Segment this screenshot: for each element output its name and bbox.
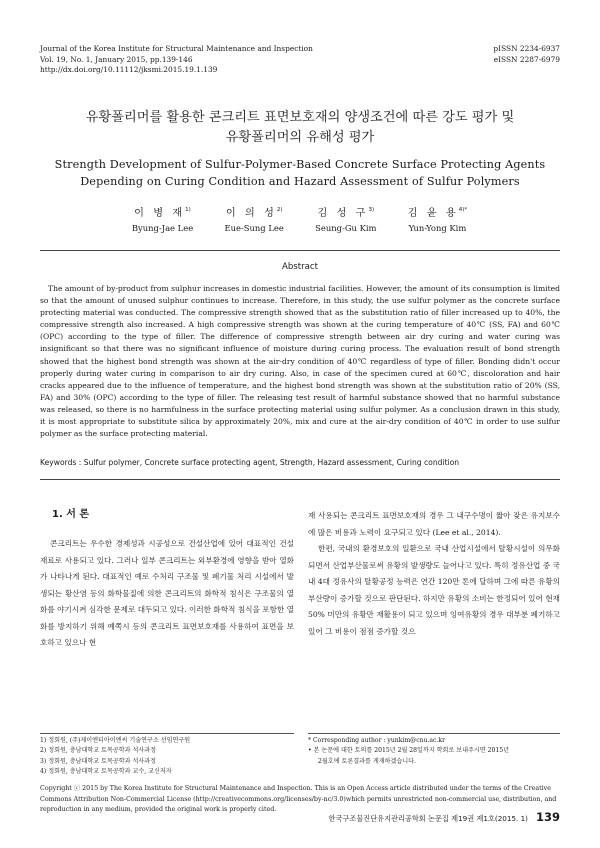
author-list <box>120 203 480 235</box>
footnote: 2) 정회원, 충남대학교 토목공학과 석사과정 <box>40 747 157 755</box>
english-title <box>40 156 560 190</box>
author-1 <box>120 203 205 235</box>
abstract-body: The amount of by-product from sulphur increases in domestic industrial facilities. However, the amount of its consumption is limited so that the amount of unused sulphur continues to increase. Therefore, in this study, the use sulfur polymer as the concrete surface protecting material was conducted. The compressive strength showed that as the substitution ratio of filler increased up to 40%, the compressive strength also increased. A high compressive strength was shown at the curing temperature of 40℃ (SS, FA) and 60℃ (OPC) according to the type of filler. The difference of compressive strength between air dry curing and water curing was insignificant so that there was no significant influence of moisture during curing process. The evaluation result of bond strength showed that the highest bond strength was shown at the air-dry condition of 40℃ regardless of type of filler. Bonding didn't occur properly during water curing in comparison to air dry curing. Also, in case of the specimen cured at 60℃, discoloration and hair cracks appeared due to the influence of temperature, and the highest bond strength was shown at the substitution ratio of 20% (SS, FA) and 30% (OPC) according to the type of filler. The releasing test result of harmful substance showed that no harmful substance was released, so there is no harmfulness in the surface protecting material using sulfur polymer. As a conclusion drawn in this study, it is most appropriate to substitute silica by approximately 20%, mix and cure at the air-dry condition of 40℃ in order to use sulfur polymer as the surface protecting material. <box>40 284 560 439</box>
affiliation-footnotes <box>40 736 294 777</box>
footer-journal: 한국구조물진단유지관리공학회 논문집 제19권 제1호(2015. 1) <box>328 814 528 823</box>
korean-title-line1: 유황폴리머를 활용한 콘크리트 표면보호재의 양생조건에 따른 강도 평가 및 <box>85 110 515 125</box>
author-name-en: Byung-Jae Lee <box>131 223 194 233</box>
author-3 <box>303 203 388 235</box>
abstract-bottom-rule <box>40 479 560 480</box>
footnote-rule-right <box>308 733 560 734</box>
footnote: 2월호에 토론결과를 게재하겠습니다. <box>318 757 416 765</box>
journal-header <box>40 44 313 76</box>
body-paragraph: 콘크리트는 우수한 경제성과 시공성으로 건설산업에 있어 대표적인 건설재료로 사용되고 있다. 그러나 일부 콘크리트는 외부환경에 영향을 받아 열화가 나타나게 된다. 대표적인 예로 수처리 구조물 및 폐기물 처리 시설에서 발생되는 황산염 등의 화학물질에 의한 콘크리트의 화학적 침식은 구조물의 열화를 야기시켜 심각한 문제로 대두되고 있다. 이러한 화학적 침식을 포함한 열화를 방지하기 위해 예쪽시 등의 콘크리트 표면보호재를 사용하여 표면을 보호하고 있으나 현 <box>40 539 294 648</box>
author-name-en: Eue-Sung Lee <box>224 223 284 233</box>
keywords: Keywords : Sulfur polymer, Concrete surface protecting agent, Strength, Hazard assessment, Curing condition <box>40 458 460 467</box>
author-name-en: Yun-Yong Kim <box>408 223 467 233</box>
footnote: • 본 논문에 대한 토의를 2015년 2월 28일까지 학회로 보내주시면 2015년 <box>308 747 510 755</box>
right-column <box>308 508 560 640</box>
body-paragraph: 한편, 국내의 환경보호의 일환으로 국내 산업시설에서 탈황시설이 의무화되면서 산업부산물로써 유황의 발생량도 늘어나고 있다. 특히 정유산업 중 국내 4대 정유사의 탈황공정 능력은 연간 120만 톤에 달하며 그에 따른 유황의 부산량이 증가할 것으로 판단된다. 하지만 유황의 소비는 한정되어 있어 현재 50% 미만의 유황만 재활용이 되고 있으며 잉여유황의 경우 대부분 폐기하고 있어 그 비용이 점점 증가할 것으 <box>308 544 560 636</box>
page-number: 139 <box>535 810 560 824</box>
copyright-notice: Copyright ⓒ 2015 by The Korea Institute for Structural Maintenance and Inspection. This is an Open Access article distributed under the terms of the Creative Commons Attribution Non-Commercial License (http://creativecommons.org/licenses/by-nc/3.0)which permits unrestricted non-commercial use, distribution, and reproduction in any medium, provided the original work is properly cited. <box>40 785 557 813</box>
author-4 <box>395 203 480 235</box>
pissn: pISSN 2234-6937 <box>493 44 560 53</box>
author-name-ko: 이 의 성 <box>225 208 277 219</box>
section-heading: 1. 서 론 <box>52 509 90 520</box>
english-title-line2: Depending on Curing Condition and Hazard Assessment of Sulfur Polymers <box>80 175 520 188</box>
author-affiliation-mark: 4)* <box>458 207 468 213</box>
page-footer <box>329 810 560 824</box>
korean-title-line2: 유황폴리머의 유해성 평가 <box>225 130 375 145</box>
english-title-line1: Strength Development of Sulfur-Polymer-Based Concrete Surface Protecting Agents <box>54 158 546 171</box>
footnote: 4) 정회원, 충남대학교 토목공학과 교수, 교신저자 <box>40 767 172 775</box>
korean-title <box>40 108 560 148</box>
issn-block <box>493 44 560 65</box>
left-column <box>40 508 294 652</box>
footnote: 3) 정회원, 충남대학교 토목공학과 석사과정 <box>40 757 157 765</box>
footnote: 1) 정회원, (주)제이엔티아이엔씨 기술연구소 선임연구원 <box>40 737 191 744</box>
footnote: * Corresponding author : yunkim@cnu.ac.kr <box>308 737 446 744</box>
body-paragraph-continued: 재 사용되는 콘크리트 표면보호재의 경우 그 내구수명이 짧아 잦은 유지보수에 많은 비용과 노력이 요구되고 있다 (Lee et al., 2014). <box>308 511 560 537</box>
footnote-rule-left <box>40 733 294 734</box>
author-2 <box>212 203 297 235</box>
author-affiliation-mark: 2) <box>276 207 283 213</box>
author-affiliation-mark: 3) <box>368 207 375 213</box>
corresponding-footnotes <box>308 736 560 767</box>
author-name-ko: 김 성 구 <box>317 208 369 219</box>
author-name-en: Seung-Gu Kim <box>315 223 377 233</box>
journal-volume: Vol. 19, No. 1, January 2015, pp.139-146 <box>40 54 193 64</box>
author-name-ko: 김 윤 용 <box>407 208 459 219</box>
journal-name: Journal of the Korea Institute for Structural Maintenance and Inspection <box>40 44 313 53</box>
author-affiliation-mark: 1) <box>185 207 191 213</box>
journal-doi[interactable]: http://dx.doi.org/10.11112/jksmi.2015.19.1.139 <box>40 65 218 75</box>
abstract-heading: Abstract <box>281 262 319 272</box>
eissn: eISSN 2287-6979 <box>493 54 560 64</box>
abstract-top-rule <box>40 250 560 251</box>
author-name-ko: 이 병 재 <box>134 208 186 219</box>
